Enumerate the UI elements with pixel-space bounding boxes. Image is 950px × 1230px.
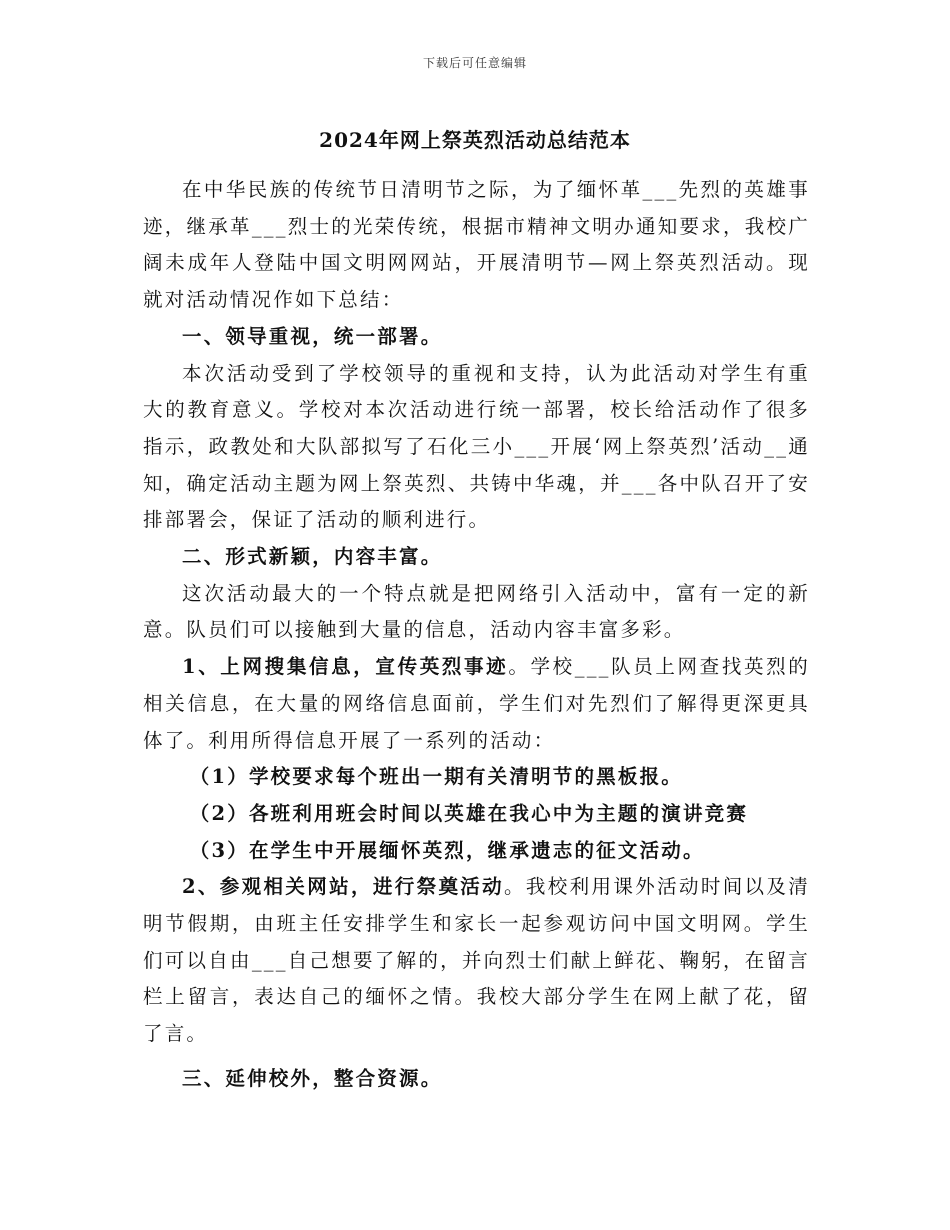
section-1-paragraph: 本次活动受到了学校领导的重视和支持，认为此活动对学生有重大的教育意义。学校对本次活动进行统一部署，校长给活动作了很多指示，政教处和大队部拟写了石化三小___开展‘网上祭英烈’活动__通知，确定活动主题为网上祭英烈、共铸中华魂，并___各中队召开了安排部署会，保证了活动的顺利进行。	[143, 361, 810, 532]
list-item-2: （2）各班利用班会时间以英雄在我心中为主题的演讲竞赛	[189, 801, 749, 825]
header-note: 下载后可任意编辑	[422, 56, 527, 70]
subsection-1-title: 1、上网搜集信息，宣传英烈事迹	[182, 655, 509, 679]
subsection-2	[143, 869, 810, 1053]
subsection-1	[143, 649, 810, 759]
list-item-1: （1）学校要求每个班出一期有关清明节的黑板报。	[189, 765, 683, 789]
subsection-2-body: 。我校利用课外活动时间以及清明节假期，由班主任安排学生和家长一起参观访问中国文明网。学生们可以自由___自己想要了解的，并向烈士们献上鲜花、鞠躬，在留言栏上留言，表达自己的缅怀之情。我校大部分学生在网上献了花，留了言。	[143, 875, 810, 1046]
intro-paragraph: 在中华民族的传统节日清明节之际，为了缅怀革___先烈的英雄事迹，继承革___烈士的光荣传统，根据市精神文明办通知要求，我校广阔未成年人登陆中国文明网网站，开展清明节—网上祭英烈活动。现就对活动情况作如下总结：	[143, 178, 810, 312]
subsection-2-title: 2、参观相关网站，进行祭奠活动	[182, 875, 505, 899]
section-2-paragraph: 这次活动最大的一个特点就是把网络引入活动中，富有一定的新意。队员们可以接触到大量的信息，活动内容丰富多彩。	[143, 581, 810, 642]
section-heading-3: 三、延伸校外，整合资源。	[182, 1066, 443, 1090]
list-item-3: （3）在学生中开展缅怀英烈，继承遗志的征文活动。	[189, 838, 705, 862]
section-heading-1: 一、领导重视，统一部署。	[182, 324, 443, 348]
subsection-1-body: 。学校___队员上网查找英烈的相关信息，在大量的网络信息面前，学生们对先烈们了解得更深更具体了。利用所得信息开展了一系列的活动：	[143, 655, 810, 752]
section-heading-2: 二、形式新颖，内容丰富。	[182, 545, 443, 569]
document-body	[143, 172, 810, 1098]
page-title: 2024年网上祭英烈活动总结范本	[319, 128, 631, 152]
